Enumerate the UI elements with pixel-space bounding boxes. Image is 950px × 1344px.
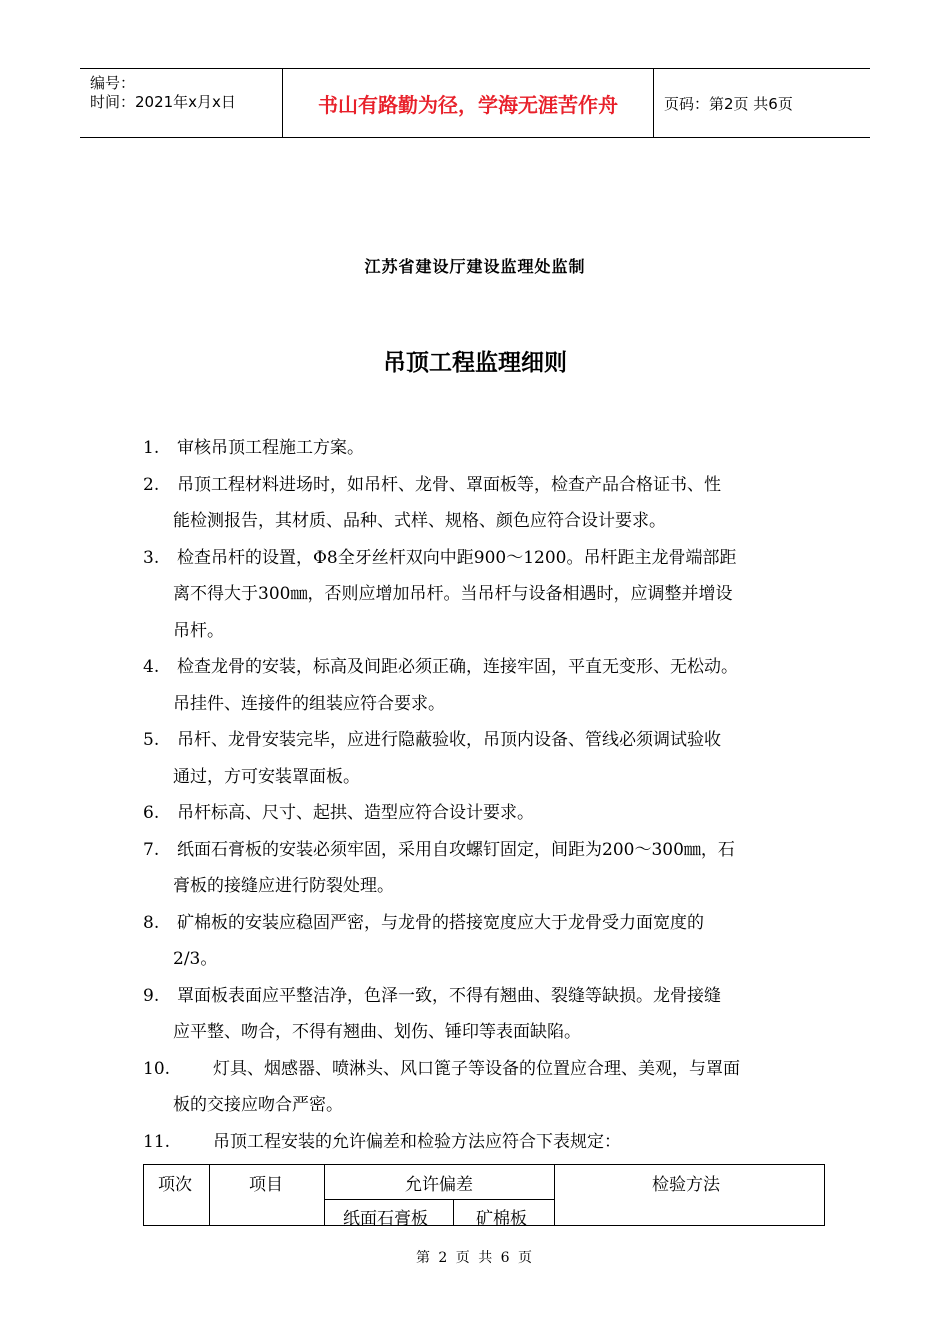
header-page-cell [654, 69, 870, 137]
item-continuation: 板的交接应吻合严密。 [173, 1095, 343, 1115]
item-continuation: 吊挂件、连接件的组装应符合要求。 [173, 693, 445, 714]
item-number: 9. [143, 985, 160, 1006]
item-number: 4. [143, 657, 160, 677]
table-header-gypsum: 纸面石膏板 [343, 1209, 428, 1229]
item-continuation: 吊杆。 [173, 620, 224, 641]
item-text: 审核吊顶工程施工方案。 [177, 438, 364, 458]
item-continuation: 膏板的接缝应进行防裂处理。 [173, 876, 394, 896]
item-continuation: 离不得大于300㎜，否则应增加吊杆。当吊杆与设备相遇时，应调整并增设 [173, 584, 733, 604]
list-item [143, 1051, 833, 1124]
table-header-tolerance: 允许偏差 [405, 1175, 473, 1195]
item-text: 检查吊杆的设置，Φ8全牙丝杆双向中距900～1200。吊杆距主龙骨端部距 [177, 547, 737, 568]
list-item [143, 905, 833, 978]
list-item [143, 978, 833, 1051]
tolerance-table [143, 1164, 825, 1229]
item-number: 10. [143, 1058, 171, 1079]
list-item [143, 540, 833, 650]
item-text: 罩面板表面应平整洁净，色泽一致，不得有翘曲、裂缝等缺损。龙骨接缝 [177, 985, 721, 1006]
item-text: 矿棉板的安装应稳固严密，与龙骨的搭接宽度应大于龙骨受力面宽度的 [177, 912, 704, 933]
time-label: 时间：2021年x月x日 [90, 93, 236, 111]
table-header-item-no: 项次 [158, 1175, 192, 1195]
header-meta-cell [80, 69, 283, 137]
item-continuation: 2/3。 [173, 949, 218, 969]
list-item [143, 832, 833, 905]
list-item [143, 430, 833, 467]
item-number: 6. [143, 803, 160, 823]
page-footer: 第 2 页 共 6 页 [415, 1250, 535, 1266]
list-item [143, 649, 833, 722]
item-text: 吊顶工程安装的允许偏差和检验方法应符合下表规定： [213, 1131, 621, 1152]
list-item [143, 1124, 833, 1161]
item-text: 吊杆标高、尺寸、起拱、造型应符合设计要求。 [177, 803, 534, 823]
document-body [143, 430, 833, 1160]
item-continuation: 通过，方可安装罩面板。 [173, 766, 360, 787]
item-number: 11. [143, 1131, 171, 1152]
item-text: 吊杆、龙骨安装完毕，应进行隐蔽验收，吊顶内设备、管线必须调试验收 [177, 730, 721, 750]
list-item [143, 795, 833, 832]
item-text: 吊顶工程材料进场时，如吊杆、龙骨、罩面板等，检查产品合格证书、性 [177, 474, 721, 495]
item-number: 1. [143, 438, 160, 458]
item-continuation: 应平整、吻合，不得有翘曲、划伤、锤印等表面缺陷。 [173, 1022, 581, 1042]
item-number: 7. [143, 839, 160, 860]
number-label: 编号： [90, 74, 136, 92]
list-item [143, 467, 833, 540]
table-header-method: 检验方法 [652, 1175, 720, 1195]
item-text: 检查龙骨的安装，标高及间距必须正确，连接牢固，平直无变形、无松动。 [177, 657, 738, 677]
item-continuation: 能检测报告，其材质、品种、式样、规格、颜色应符合设计要求。 [173, 511, 666, 531]
item-number: 5. [143, 730, 160, 750]
item-text: 纸面石膏板的安装必须牢固，采用自攻螺钉固定，间距为200～300㎜，石 [177, 839, 735, 860]
page-title: 吊顶工程监理细则 [383, 350, 567, 376]
item-number: 3. [143, 547, 160, 568]
table-header-item: 项目 [249, 1175, 283, 1195]
header-motto: 书山有路勤为径，学海无涯苦作舟 [283, 69, 654, 137]
list-item [143, 722, 833, 795]
organization-line: 江苏省建设厅建设监理处监制 [364, 257, 586, 276]
item-number: 2. [143, 474, 160, 495]
table-header-mineral: 矿棉板 [476, 1209, 527, 1229]
item-number: 8. [143, 912, 160, 933]
header-table [80, 68, 870, 138]
item-text: 灯具、烟感器、喷淋头、风口篦子等设备的位置应合理、美观，与罩面 [213, 1058, 740, 1079]
header-page-info: 页码：第2页 共6页 [664, 94, 793, 113]
